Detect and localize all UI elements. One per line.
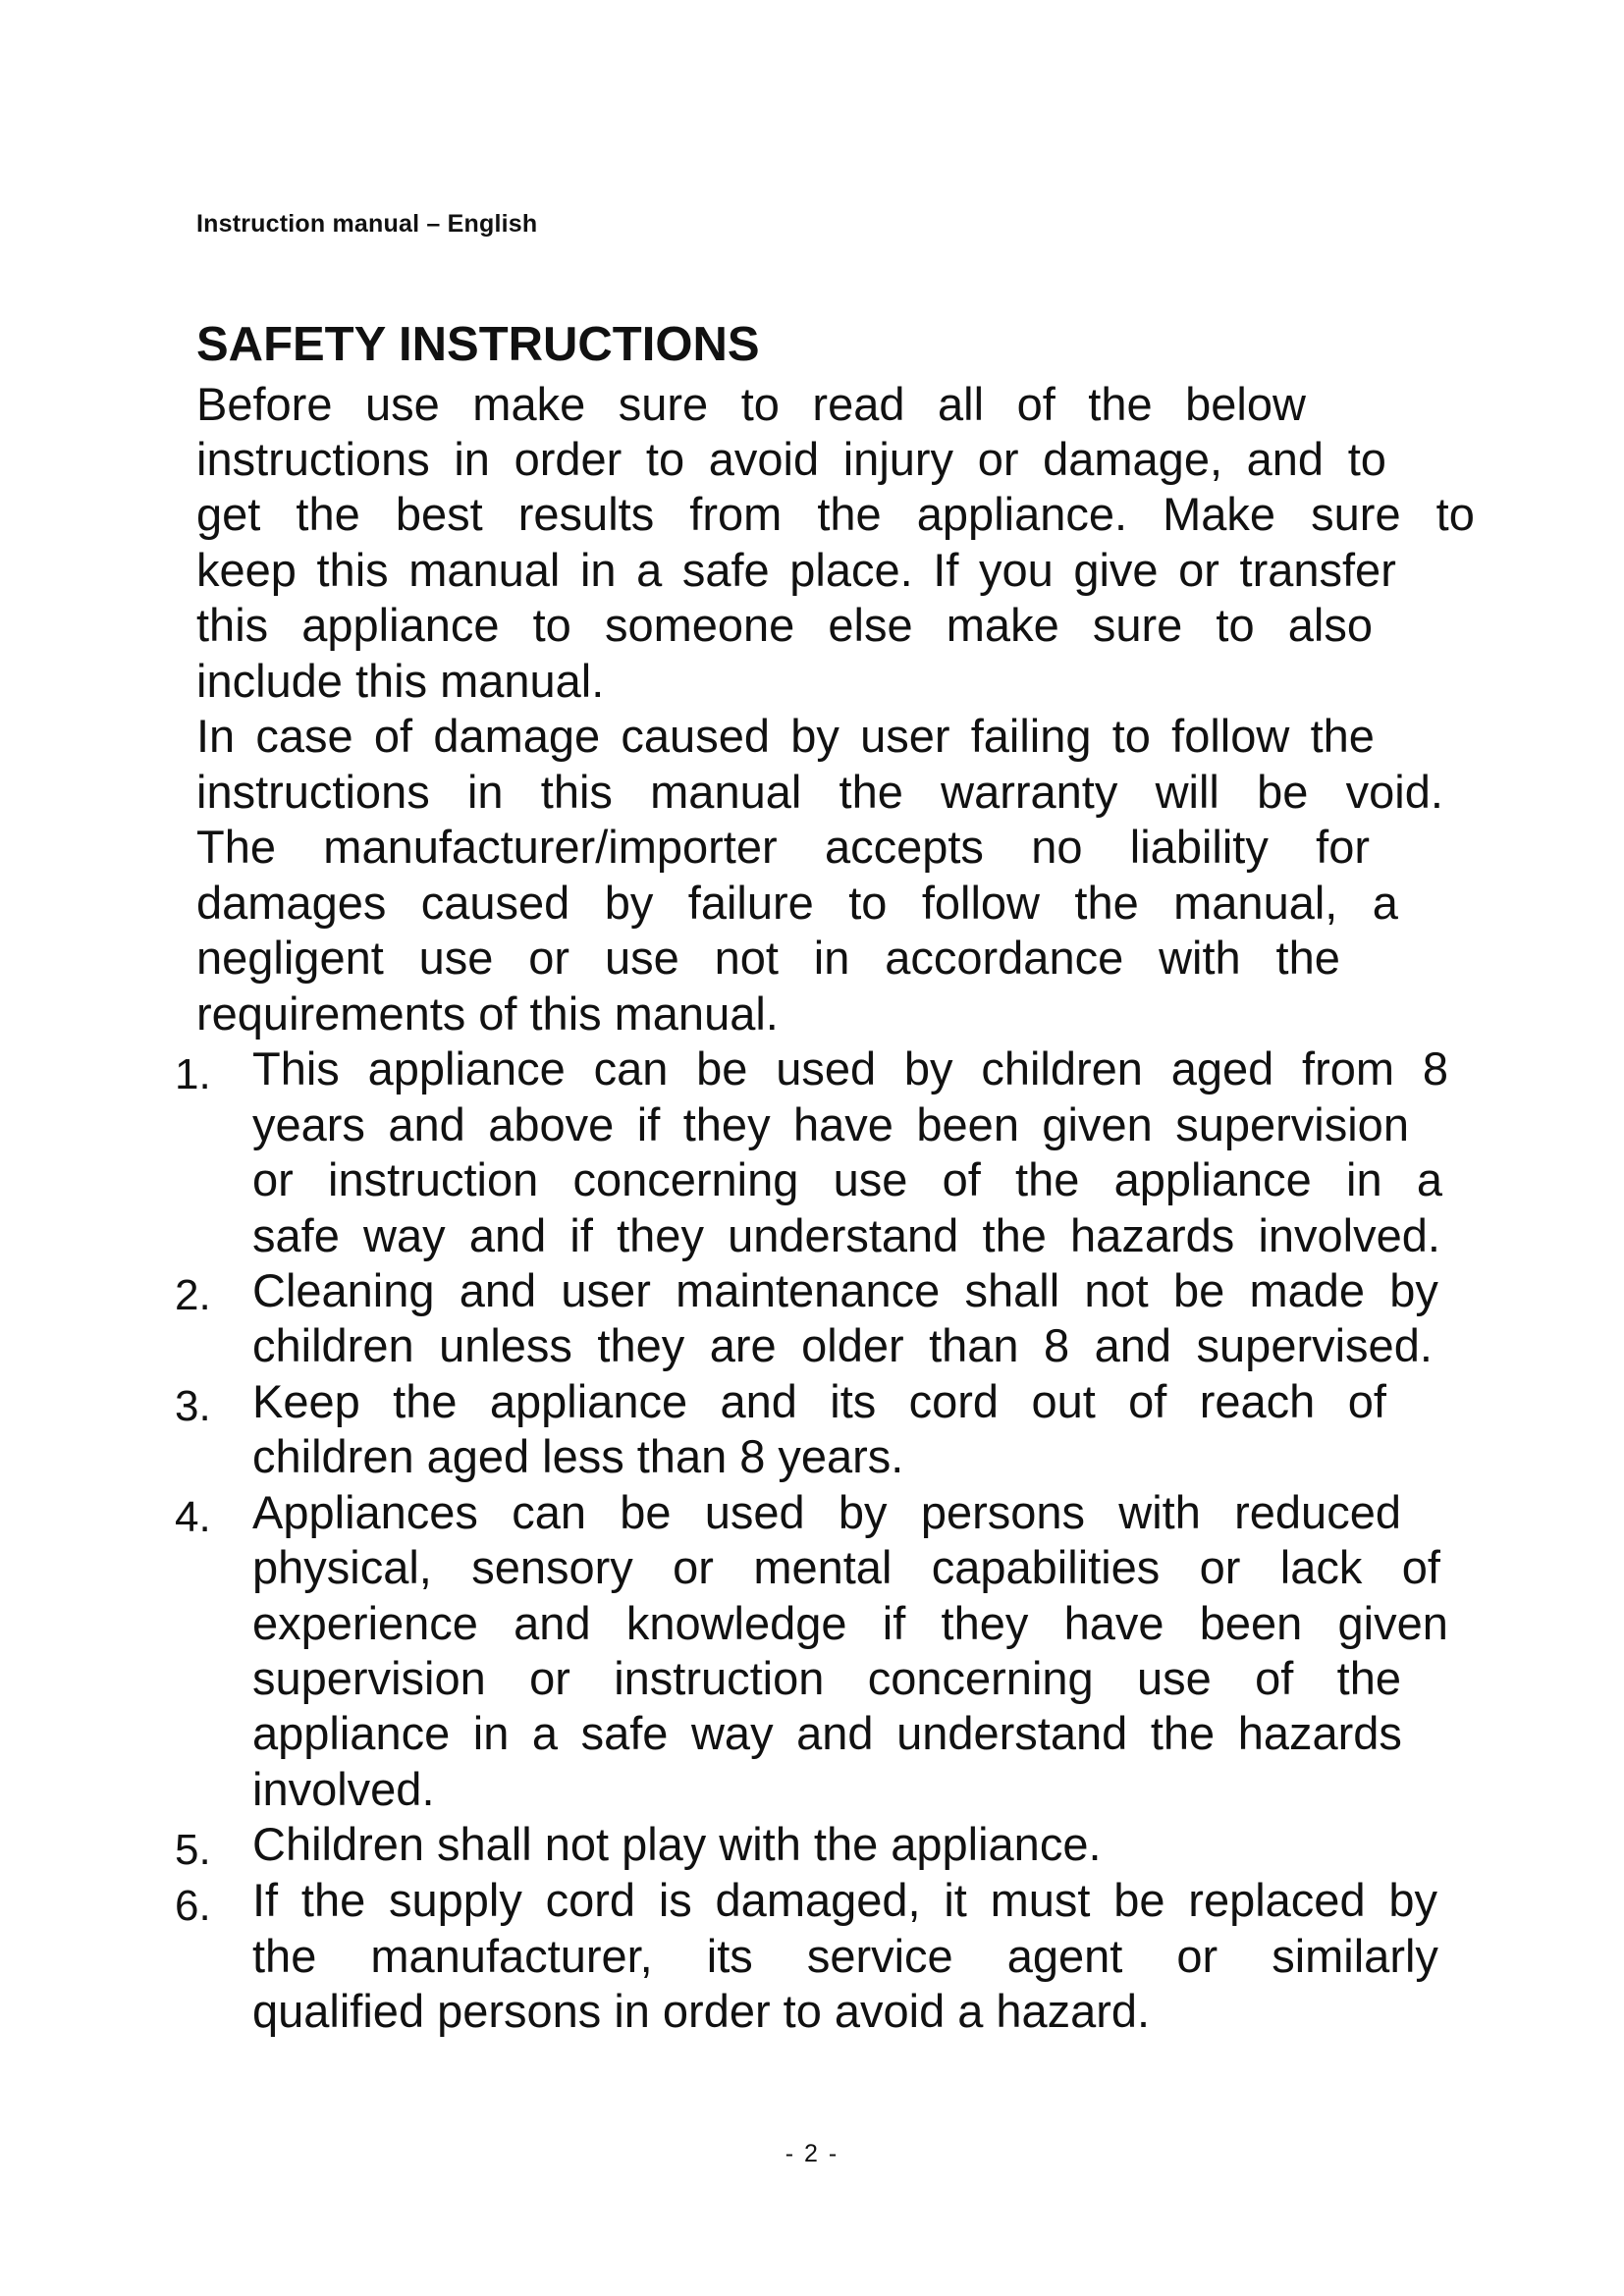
intro-line: The manufacturer/importer accepts no liability for [196,821,1370,873]
list-item-line: This appliance can be used by children aged from 8 [252,1042,1448,1095]
section-title: SAFETY INSTRUCTIONS [196,318,760,371]
list-item-line: If the supply cord is damaged, it must be replaced by [252,1874,1437,1926]
intro-line: get the best results from the appliance. Make sure to [196,488,1475,540]
list-item-number: 6. [175,1882,211,1930]
list-item-line: Cleaning and user maintenance shall not be made by [252,1264,1438,1316]
document-header: Instruction manual – English [196,210,538,238]
list-item-number: 3. [175,1382,211,1430]
intro-line: keep this manual in a safe place. If you give or transfer [196,544,1396,596]
list-item-line: children aged less than 8 years. [252,1430,904,1482]
intro-line: damages caused by failure to follow the manual, a [196,877,1398,929]
intro-line: In case of damage caused by user failing to follow the [196,710,1375,762]
list-item-line: qualified persons in order to avoid a hazard. [252,1985,1151,2037]
list-item-number: 1. [175,1050,211,1098]
intro-line: instructions in order to avoid injury or damage, and to [196,433,1386,485]
page-number: - 2 - [785,2140,839,2167]
intro-line: this appliance to someone else make sure to also [196,599,1373,651]
list-item-number: 5. [175,1826,211,1874]
list-item-line: involved. [252,1763,435,1815]
list-item-line: Appliances can be used by persons with reduced [252,1486,1401,1538]
list-item-line: children unless they are older than 8 and supervised. [252,1319,1433,1371]
intro-line: include this manual. [196,655,605,707]
list-item-number: 2. [175,1271,211,1319]
intro-line: requirements of this manual. [196,988,779,1040]
intro-line: Before use make sure to read all of the below [196,378,1306,430]
list-item-line: experience and knowledge if they have been given [252,1597,1448,1649]
list-item-line: or instruction concerning use of the appliance in a [252,1153,1442,1205]
list-item-line: safe way and if they understand the hazards involved. [252,1209,1440,1261]
list-item-line: appliance in a safe way and understand the hazards [252,1707,1402,1759]
list-item-line: the manufacturer, its service agent or similarly [252,1930,1438,1982]
list-item-number: 4. [175,1493,211,1541]
list-item-line: supervision or instruction concerning use of the [252,1652,1401,1704]
list-item-line: Keep the appliance and its cord out of reach of [252,1375,1386,1427]
intro-line: negligent use or use not in accordance with the [196,932,1340,984]
list-item-line: Children shall not play with the appliance. [252,1818,1102,1870]
list-item-line: physical, sensory or mental capabilities or lack of [252,1541,1440,1593]
intro-line: instructions in this manual the warranty will be void. [196,766,1443,818]
list-item-line: years and above if they have been given supervision [252,1098,1409,1150]
